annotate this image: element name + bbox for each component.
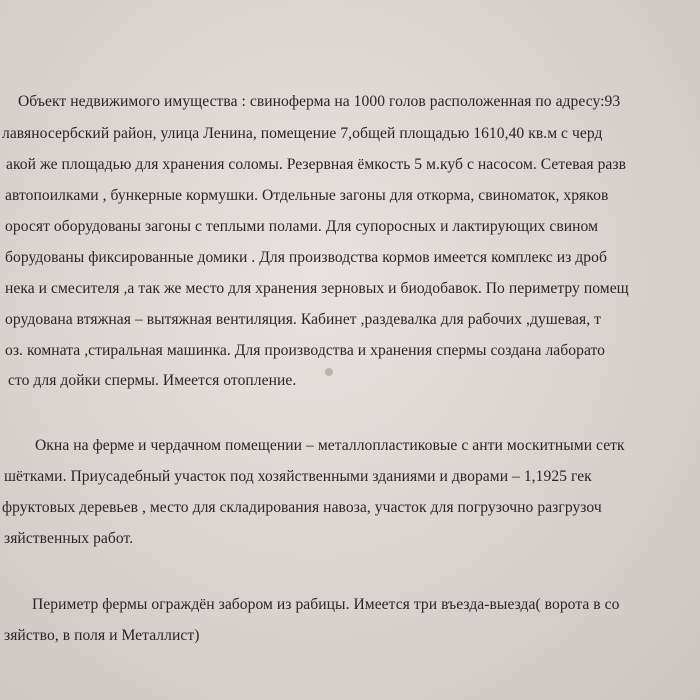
- text-line-14: зяйственных работ.: [4, 530, 134, 547]
- text-line-1: Объект недвижимого имущества : свиноферма на 1000 голов расположенная по адресу:93: [18, 93, 621, 110]
- text-line-4: автопоилками , бункерные кормушки. Отдельные загоны для откорма, свиноматок, хряков: [5, 187, 609, 204]
- text-line-9: оз. комната ,стиральная машинка. Для производства и хранения спермы создана лаборато: [5, 342, 606, 359]
- paper-mark: [325, 368, 333, 376]
- text-line-6: борудованы фиксированные домики . Для производства кормов имеется комплекс из дроб: [5, 249, 607, 266]
- text-line-11: Окна на ферме и чердачном помещении – металлопластиковые с анти москитными сетк: [35, 437, 625, 454]
- text-line-7: нека и смесителя ,а так же место для хранения зерновых и биодобавок. По периметру помещ: [5, 280, 629, 297]
- text-line-10: сто для дойки спермы. Имеется отопление.: [8, 372, 297, 389]
- text-line-13: фруктовых деревьев , место для складирования навоза, участок для погрузочно разгрузоч: [2, 499, 602, 516]
- text-line-8: орудована втяжная – вытяжная вентиляция. Кабинет ,раздевалка для рабочих ,душевая, т: [5, 311, 601, 328]
- text-line-5: оросят оборудованы загоны с теплыми полами. Для супоросных и лактирующих свином: [5, 218, 598, 235]
- text-line-2: лавяносербский район, улица Ленина, помещение 7,общей площадью 1610,40 кв.м с черд: [2, 125, 603, 142]
- text-line-3: акой же площадью для хранения соломы. Резервная ёмкость 5 м.куб с насосом. Сетевая разв: [6, 156, 627, 173]
- text-line-16: зяйство, в поля и Металлист): [4, 627, 200, 644]
- text-line-12: шётками. Приусадебный участок под хозяйственными зданиями и дворами – 1,1925 гек: [4, 468, 592, 485]
- text-line-15: Периметр фермы ограждён забором из рабицы. Имеется три въезда-выезда( ворота в со: [32, 596, 620, 613]
